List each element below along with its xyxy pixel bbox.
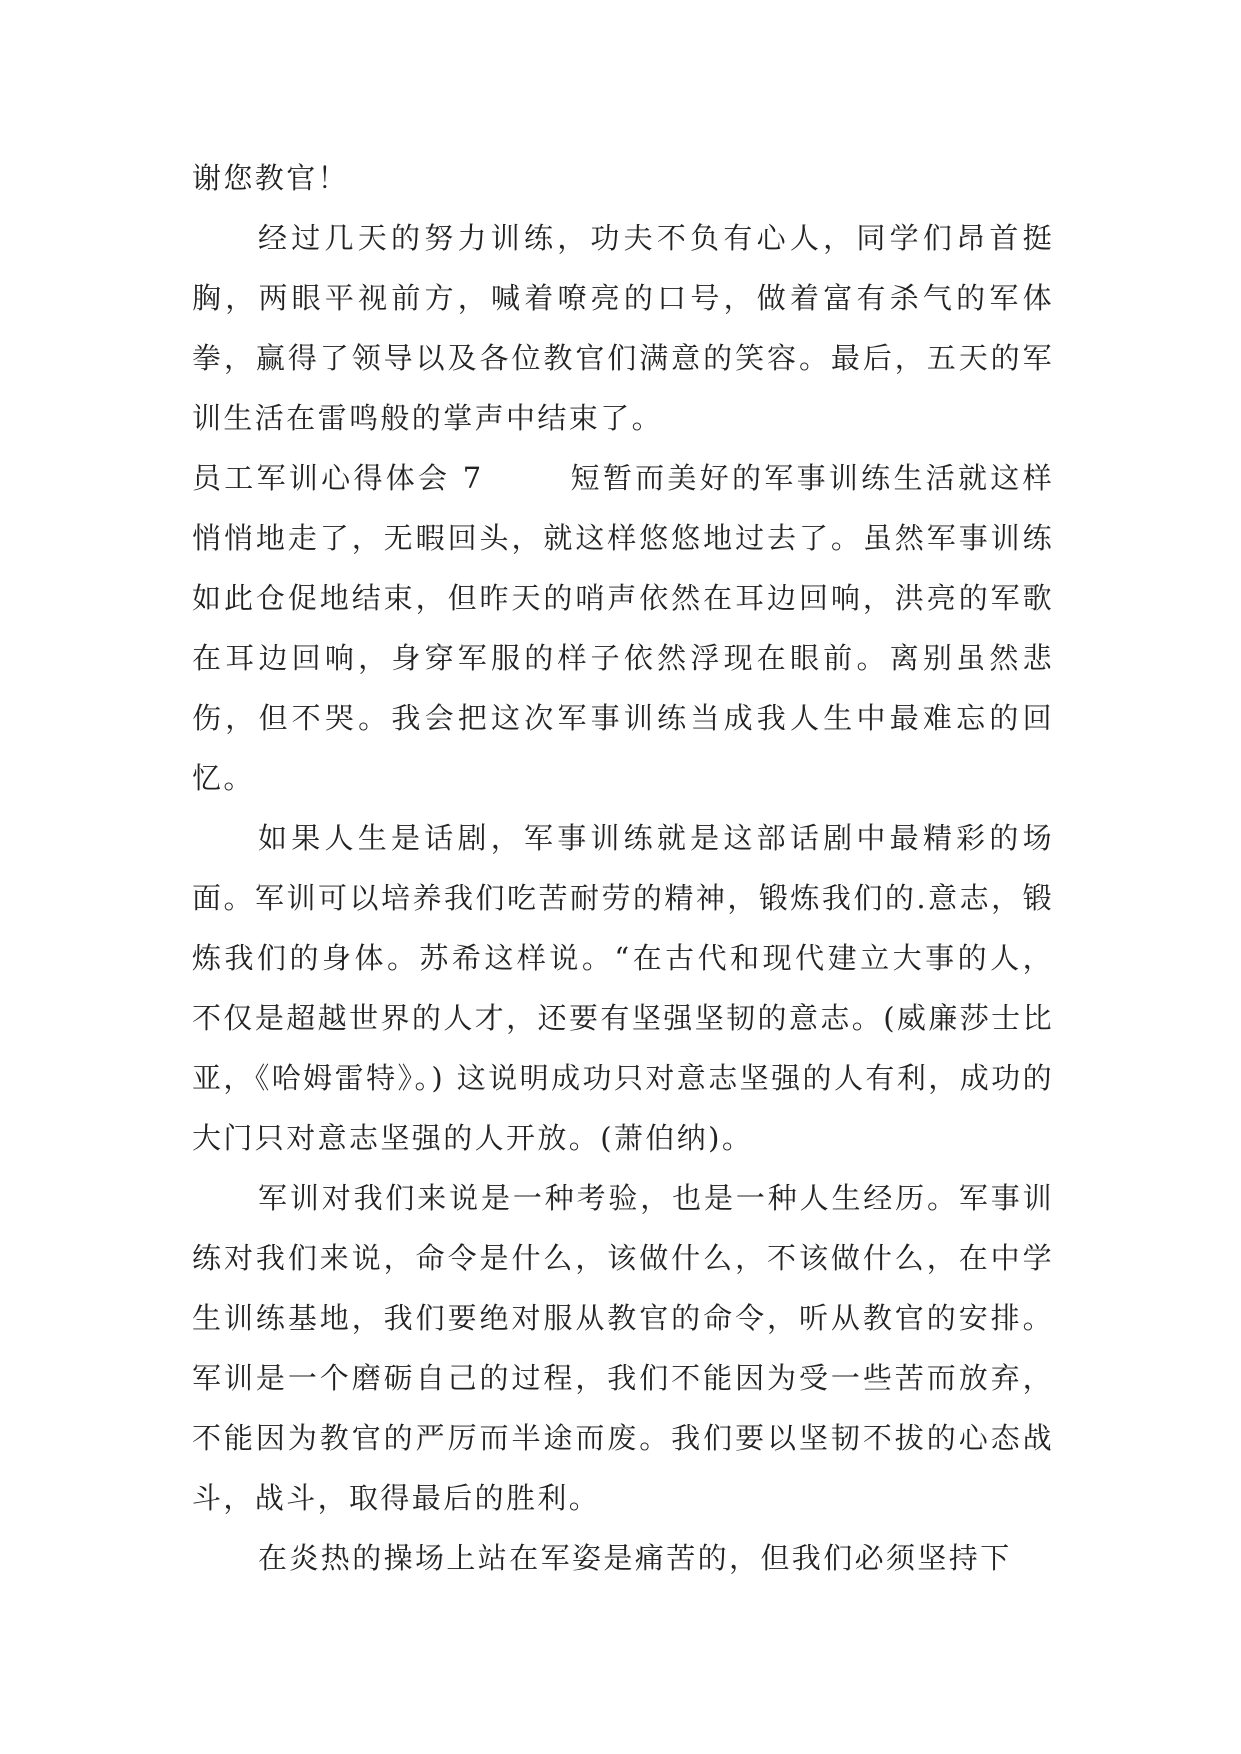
document-page [192,148,1054,1588]
paragraph-section-7 [192,448,1054,808]
section-title: 员工军训心得体会 7 [192,461,484,495]
section-body: 短暂而美好的军事训练生活就这样悄悄地走了，无暇回头，就这样悠悠地过去了。虽然军事训练如此仓促地结束，但昨天的哨声依然在耳边回响，洪亮的军歌在耳边回响，身穿军服的样子依然浮现在眼前。离别虽然悲伤，但不哭。我会把这次军事训练当成我人生中最难忘的回忆。 [192,461,1054,795]
paragraph-closing-thanks: 谢您教官！ [192,161,350,195]
paragraph-training-result: 经过几天的努力训练，功夫不负有心人，同学们昂首挺胸，两眼平视前方，喊着嘹亮的口号，做着富有杀气的军体拳，赢得了领导以及各位教官们满意的笑容。最后，五天的军训生活在雷鸣般的掌声中结束了。 [192,221,1054,435]
paragraph-test-experience: 军训对我们来说是一种考验，也是一种人生经历。军事训练对我们来说，命令是什么，该做什么，不该做什么，在中学生训练基地，我们要绝对服从教官的命令，听从教官的安排。军训是一个磨砺自己的过程，我们不能因为受一些苦而放弃，不能因为教官的严厉而半途而废。我们要以坚韧不拔的心态战斗，战斗，取得最后的胜利。 [192,1181,1054,1515]
paragraph-life-drama: 如果人生是话剧，军事训练就是这部话剧中最精彩的场面。军训可以培养我们吃苦耐劳的精神，锻炼我们的.意志，锻炼我们的身体。苏希这样说。“在古代和现代建立大事的人，不仅是超越世界的人才，还要有坚强坚韧的意志。(威廉莎士比亚，《哈姆雷特》。) 这说明成功只对意志坚强的人有利，成功的大门只对意志坚强的人开放。(萧伯纳)。 [192,821,1054,1155]
paragraph-hot-field: 在炎热的操场上站在军姿是痛苦的，但我们必须坚持下 [258,1541,1012,1575]
